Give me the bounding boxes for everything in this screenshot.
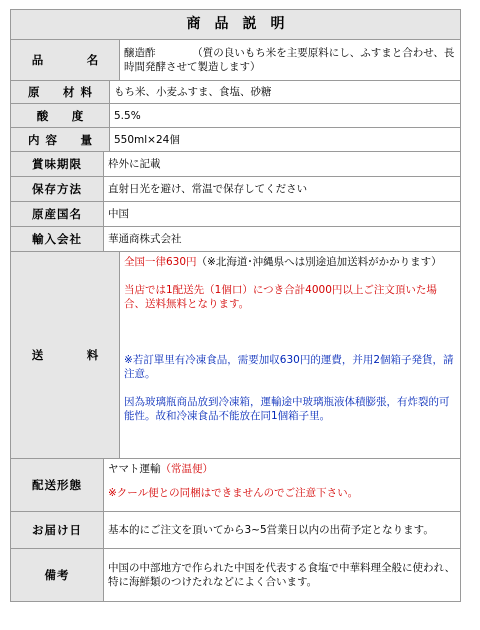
delivery-carrier-name: ヤマト運輸 [108, 463, 161, 475]
label-importer: 輸入会社 [11, 227, 104, 251]
label-origin: 原産国名 [11, 202, 104, 226]
shipping-note-chinese-1: ※若訂單里有冷凍食品，需要加収630円的運費，并用2個箱子発貨，請注意。 [124, 354, 454, 380]
delivery-carrier [108, 462, 456, 476]
row-origin [11, 202, 460, 227]
row-acidity [11, 104, 460, 128]
delivery-temperature: （常温便） [160, 463, 213, 475]
value-acidity: 5.5% [114, 109, 141, 122]
row-storage [11, 177, 460, 202]
row-arrival [11, 512, 460, 549]
label-storage: 保存方法 [11, 177, 104, 201]
row-volume [11, 128, 460, 152]
row-delivery [11, 459, 460, 512]
shipping-flat-rate-amount: 全国一律630円 [124, 256, 197, 268]
value-storage: 直射日光を避け、常温で保存してください [108, 183, 308, 195]
product-description-table [10, 9, 461, 602]
row-expiry [11, 152, 460, 177]
value-shipping [120, 252, 460, 458]
value-ingredients: もち米、小麦ふすま、食塩、砂糖 [114, 86, 272, 98]
value-product-name: 醸造酢 （質の良いもち米を主要原料にし、ふすまと合わせ、長時間発酵させて製造します） [124, 47, 455, 73]
value-volume: 550ml×24個 [114, 133, 180, 146]
label-expiry: 賞味期限 [11, 152, 104, 176]
label-product-name: 品 名 [11, 40, 120, 80]
shipping-flat-rate [124, 255, 456, 269]
label-arrival: お届け日 [11, 512, 104, 548]
label-shipping: 送 料 [11, 252, 120, 458]
table-title: 商品説明 [11, 10, 460, 40]
label-delivery: 配送形態 [11, 459, 104, 511]
shipping-note-chinese-2: 因為玻璃瓶商品放到冷凍箱，運輸途中玻璃瓶液体積膨張，有炸裂的可能性。故和冷凍食品不能放在同1個箱子里。 [124, 396, 450, 422]
delivery-cool-warning: ※クール便との同梱はできませんのでご注意下さい。 [108, 487, 359, 499]
row-product-name [11, 40, 460, 81]
row-ingredients [11, 81, 460, 104]
value-origin: 中国 [108, 208, 129, 220]
row-importer [11, 227, 460, 252]
value-expiry: 枠外に記載 [108, 158, 161, 170]
row-notes [11, 549, 460, 601]
shipping-flat-rate-note: （※北海道･沖縄県へは別途追加送料がかかります） [196, 256, 442, 268]
value-notes: 中国の中部地方で作られた中国を代表する食塩で中華料理全般に使われ、特に海鮮類のつけたれなどによく合います。 [108, 562, 456, 588]
label-volume: 内容 量 [11, 128, 110, 151]
value-delivery [104, 459, 460, 511]
value-arrival: 基本的にご注文を頂いてから3~5営業日以内の出荷予定となります。 [108, 524, 434, 536]
label-acidity: 酸 度 [11, 104, 110, 127]
shipping-free-condition: 当店では1配送先（1個口）につき合計4000円以上ご注文頂いた場合、送料無料となります。 [124, 284, 437, 310]
label-ingredients: 原 材料 [11, 81, 110, 103]
label-notes: 備考 [11, 549, 104, 601]
value-importer: 華通商株式会社 [108, 233, 182, 245]
row-shipping [11, 252, 460, 459]
